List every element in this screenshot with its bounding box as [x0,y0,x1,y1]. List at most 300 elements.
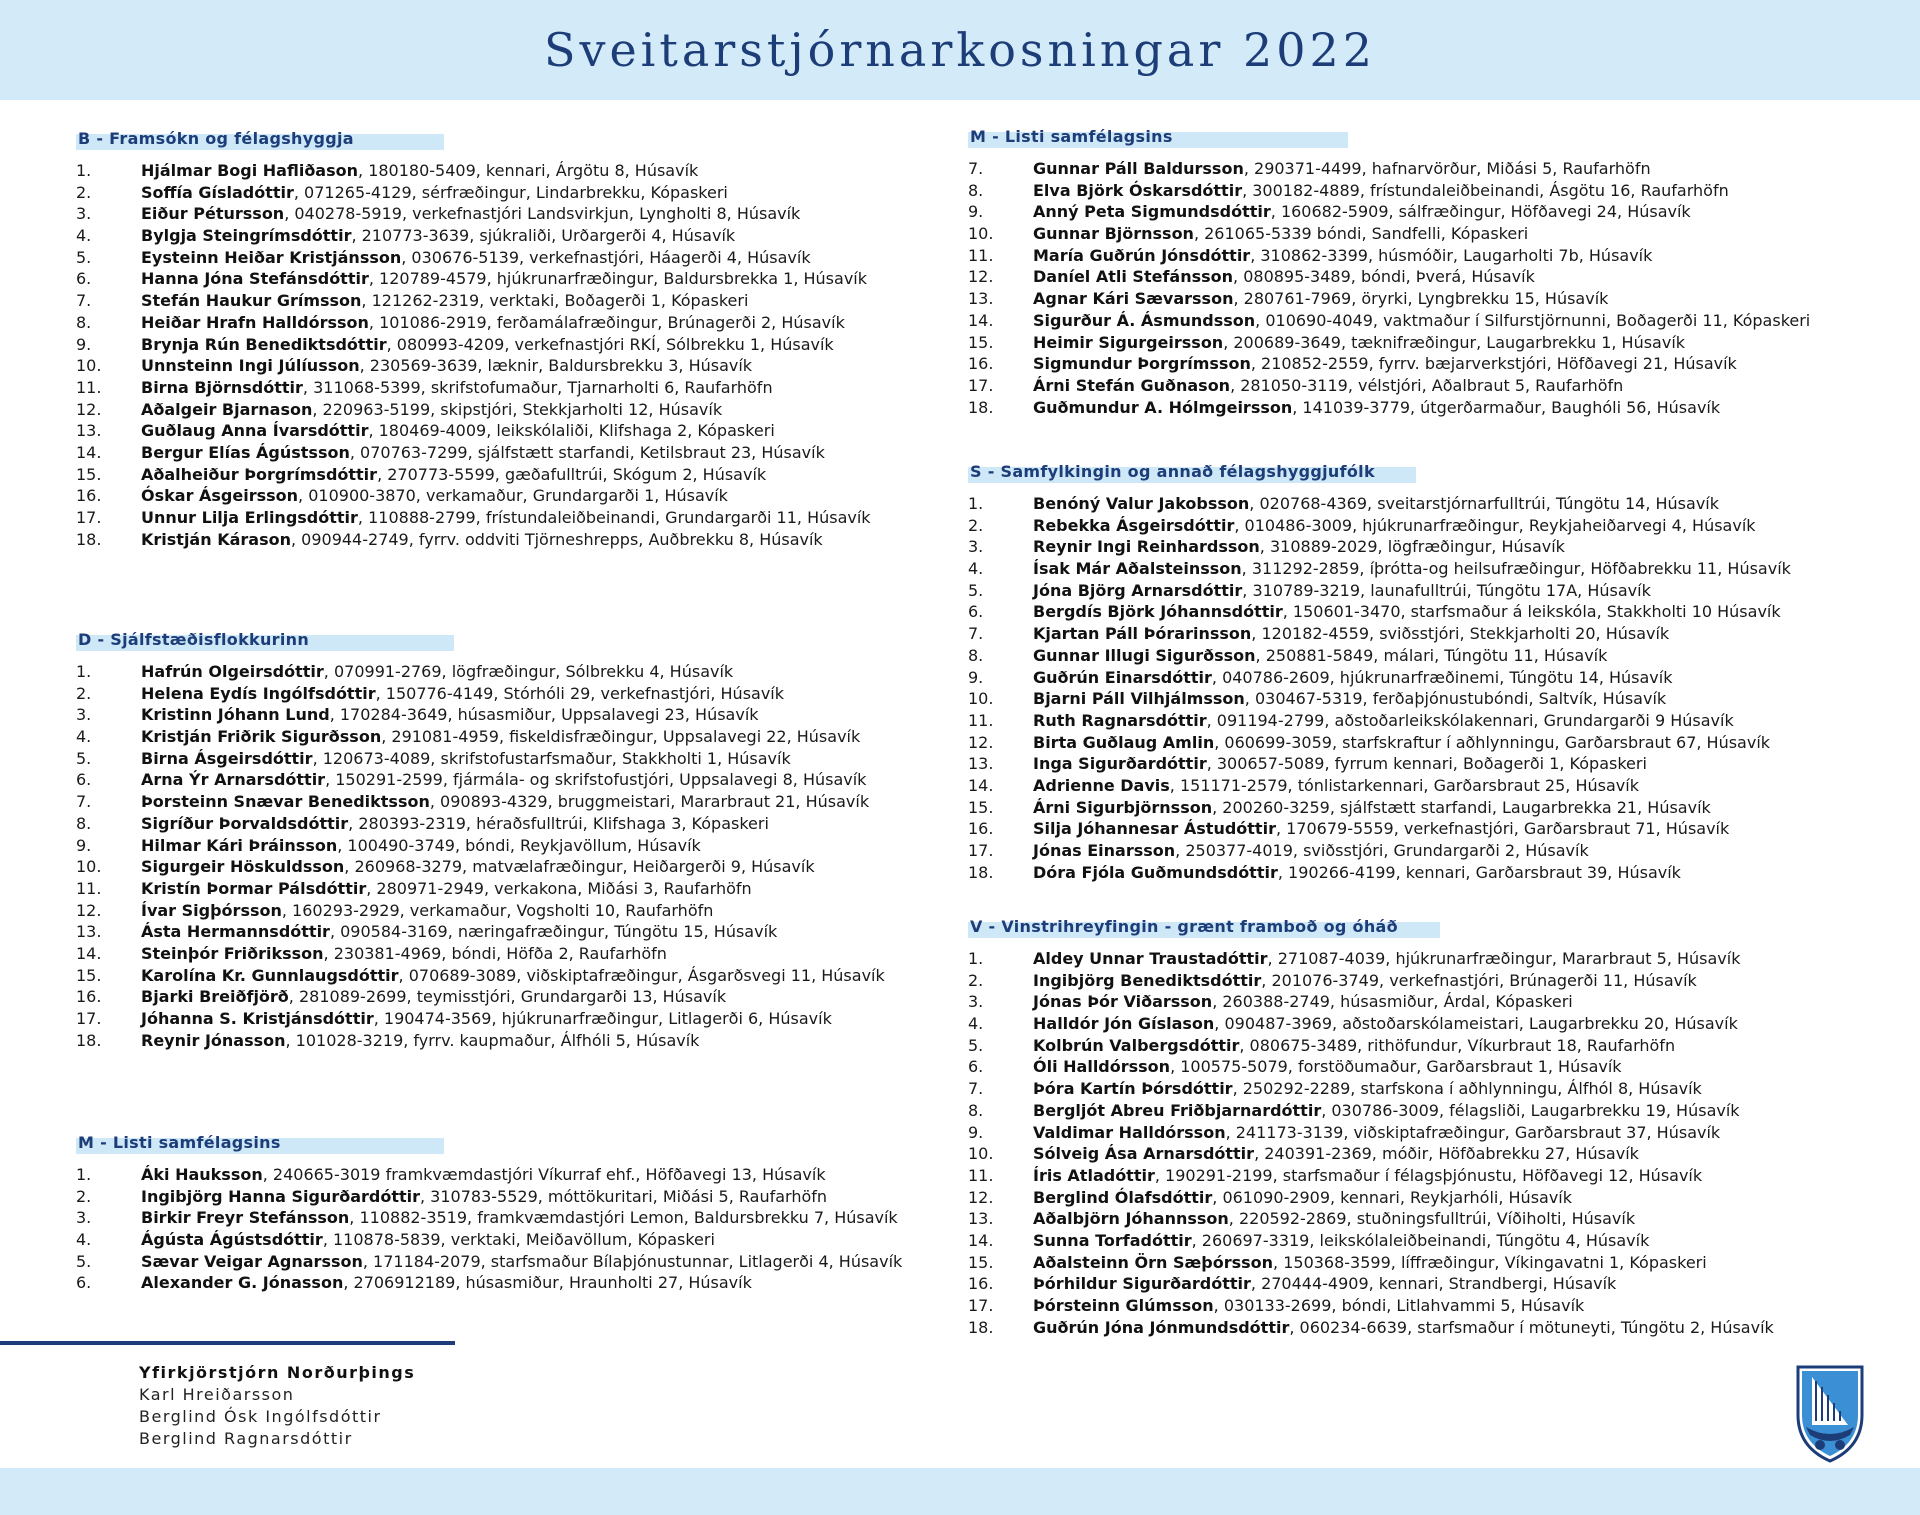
candidate-details: , 230569-3639, læknir, Baldursbrekku 3, Húsavík [359,356,753,376]
candidate-details: , 270444-4909, kennari, Strandbergi, Húsavík [1250,1274,1617,1294]
candidate-name: Heimir Sigurgeirsson [1033,332,1224,352]
candidate-row [968,775,1791,797]
candidate-row [968,1056,1774,1078]
candidate-row [968,288,1810,310]
candidate-details: , 281089-2699, teymisstjóri, Grundargarði 13, Húsavík [288,987,727,1007]
candidate-name: Jónas Þór Viðarsson [1033,992,1213,1012]
candidate-row [968,645,1791,667]
candidate-row [968,1013,1774,1035]
candidate-name: Birta Guðlaug Amlin [1033,732,1215,752]
candidate-details: , 240391-2369, móðir, Höfðabrekku 27, Húsavík [1254,1144,1639,1164]
list-header [968,126,1810,148]
candidate-row [76,464,871,486]
list-header-label: V - Vinstrihreyfingin - grænt framboð og óháð [970,917,1398,936]
candidate-name: Óskar Ásgeirsson [141,486,299,506]
candidate-name: Hafrún Olgeirsdóttir [141,662,324,681]
party-list [968,126,1810,418]
candidate-details: , 080675-3489, rithöfundur, Víkurbraut 18, Raufarhöfn [1239,1035,1676,1055]
candidate-details: , 150291-2599, fjármála- og skrifstofustjóri, Uppsalavegi 8, Húsavík [325,770,867,790]
candidate-details: , 060234-6639, starfsmaður í mötuneyti, Túngötu 2, Húsavík [1289,1317,1774,1337]
candidate-name: Hjálmar Bogi Hafliðason [141,161,359,180]
candidate-row [76,748,885,770]
candidate-details: , 241173-3139, viðskiptafræðingur, Garðarsbraut 37, Húsavík [1225,1122,1721,1142]
candidate-details: , 070991-2769, lögfræðingur, Sólbrekku 4, Húsavík [323,662,734,681]
candidate-row [76,1186,902,1208]
candidate-row [968,515,1791,537]
candidate-name: Bergdís Björk Jóhannsdóttir [1033,602,1283,622]
candidate-number: 4. [968,1014,984,1034]
candidate-details: , 060699-3059, starfskraftur í aðhlynningu, Garðarsbraut 67, Húsavík [1214,732,1771,752]
candidate-number: 2. [76,683,92,703]
party-list [968,916,1774,1338]
candidate-number: 1. [76,161,92,180]
candidate-name: Sigurður Á. Ásmundsson [1033,310,1256,330]
candidate-details: , 180180-5409, kennari, Árgötu 8, Húsavík [358,161,699,180]
list-header [76,128,871,150]
candidate-row [968,732,1791,754]
candidate-number: 16. [968,819,994,839]
candidate-details: , 010486-3009, hjúkrunarfræðingur, Reykjaheiðarvegi 4, Húsavík [1234,515,1756,535]
candidate-number: 15. [968,797,994,817]
candidate-number: 9. [76,835,92,855]
candidate-row [968,1187,1774,1209]
candidate-name: Guðlaug Anna Ívarsdóttir [141,421,369,441]
municipal-crest-icon [1790,1355,1870,1465]
candidate-name: Eysteinn Heiðar Kristjánsson [141,247,402,267]
candidate-details: , 091194-2799, aðstoðarleikskólakennari, Grundargarði 9 Húsavík [1206,710,1734,730]
candidate-name: Gunnar Björnsson [1033,224,1194,244]
candidate-number: 18. [968,397,994,417]
candidate-name: Unnsteinn Ingi Júlíusson [141,356,360,376]
candidate-row [968,1143,1774,1165]
candidate-details: , 160293-2929, verkamaður, Vogsholti 10, Raufarhöfn [281,900,714,920]
candidate-name: Dóra Fjóla Guðmundsdóttir [1033,862,1278,882]
candidate-number: 6. [76,770,92,790]
candidate-details: , 090944-2749, fyrrv. oddviti Tjörneshrepps, Auðbrekku 8, Húsavík [290,529,823,549]
candidate-name: Aðalheiður Þorgrímsdóttir [141,464,378,484]
candidate-row [76,399,871,421]
candidate-details: , 120182-4559, sviðsstjóri, Stekkjarholti 20, Húsavík [1251,624,1670,644]
candidate-name: Silja Jóhannesar Ástudóttir [1033,819,1276,839]
candidate-number: 17. [76,1009,102,1028]
candidate-number: 3. [76,204,92,224]
candidate-number: 12. [968,732,994,752]
candidate-row [968,1208,1774,1230]
candidate-name: Elva Björk Óskarsdóttir [1033,180,1243,200]
candidate-row [76,355,871,377]
candidate-row [76,704,885,726]
candidate-name: Birna Ásgeirsdóttir [141,748,313,768]
candidate-row [76,726,885,748]
candidate-row [76,661,885,683]
candidate-number: 14. [968,775,994,795]
candidate-number: 4. [968,559,984,579]
candidate-name: Sunna Torfadóttir [1033,1230,1192,1250]
candidate-name: Arna Ýr Arnarsdóttir [141,770,326,790]
candidate-row [968,397,1810,419]
candidate-number: 11. [76,377,102,397]
candidate-details: , 071265-4129, sérfræðingur, Lindarbrekku, Kópaskeri [293,182,728,202]
candidate-number: 7. [76,792,92,812]
candidate-details: , 270773-5599, gæðafulltrúi, Skógum 2, Húsavík [377,464,767,484]
candidate-row [76,1272,902,1294]
candidate-row [968,1165,1774,1187]
candidate-number: 13. [76,922,102,942]
candidate-details: , 100575-5079, forstöðumaður, Garðarsbraut 1, Húsavík [1170,1057,1622,1077]
candidate-name: Hilmar Kári Þráinsson [141,835,338,855]
candidate-name: Aðalbjörn Jóhannsson [1033,1209,1229,1229]
candidate-row [76,683,885,705]
candidate-row [968,353,1810,375]
candidate-row [76,835,885,857]
candidate-row [76,507,871,529]
candidate-details: , 170679-5559, verkefnastjóri, Garðarsbraut 71, Húsavík [1275,819,1730,839]
candidate-details: , 090487-3969, aðstoðarskólameistari, Laugarbrekku 20, Húsavík [1214,1014,1738,1034]
list-header-label: M - Listi samfélagsins [78,1133,281,1152]
candidate-row [968,310,1810,332]
candidate-name: Þóra Kartín Þórsdóttir [1033,1079,1233,1099]
candidate-name: Bergur Elías Ágústsson [141,442,350,462]
candidate-name: Kristján Kárason [141,529,291,549]
candidate-name: Kristinn Jóhann Lund [141,705,330,725]
candidate-details: , 090584-3169, næringafræðingur, Túngötu 15, Húsavík [329,922,778,942]
candidate-row [76,856,885,878]
candidate-name: Sigríður Þorvaldsdóttir [141,813,349,833]
candidate-details: , 061090-2909, kennari, Reykjarhóli, Húsavík [1212,1187,1573,1207]
candidate-number: 12. [968,1187,994,1207]
candidate-number: 7. [968,159,984,178]
candidate-number: 18. [76,529,102,549]
candidate-name: Ingibjörg Hanna Sigurðardóttir [141,1186,420,1206]
candidate-number: 12. [968,267,994,287]
candidate-name: Birkir Freyr Stefánsson [141,1208,350,1228]
candidate-number: 2. [968,515,984,535]
candidate-number: 5. [968,1035,984,1055]
candidate-row [76,1229,902,1251]
candidate-row [76,1251,902,1273]
candidate-number: 9. [76,334,92,354]
candidate-name: Guðmundur A. Hólmgeirsson [1033,397,1293,417]
candidate-row [968,1295,1774,1317]
candidate-number: 4. [76,727,92,747]
candidate-details: , 2706912189, húsasmiður, Hraunholti 27, Húsavík [343,1273,752,1293]
candidate-details: , 090893-4329, bruggmeistari, Mararbraut 21, Húsavík [429,792,870,812]
candidate-row [76,334,871,356]
candidate-number: 16. [76,987,102,1007]
candidate-name: Íris Atladóttir [1033,1165,1155,1185]
candidate-number: 6. [76,269,92,289]
candidate-details: , 110882-3519, framkvæmdastjóri Lemon, Baldursbrekku 7, Húsavík [349,1208,898,1228]
candidate-details: , 170284-3649, húsasmiður, Uppsalavegi 23, Húsavík [329,705,759,725]
candidate-row [968,1035,1774,1057]
candidate-name: Hanna Jóna Stefánsdóttir [141,269,369,289]
candidate-name: Jóhanna S. Kristjánsdóttir [141,1009,374,1028]
candidate-name: Aðalgeir Bjarnason [141,399,313,419]
candidate-row [968,970,1774,992]
candidate-details: , 120673-4089, skrifstofustarfsmaður, Stakkholti 1, Húsavík [312,748,791,768]
candidate-details: , 110878-5839, verktaki, Meiðavöllum, Kópaskeri [322,1230,715,1250]
candidate-number: 1. [76,1165,92,1184]
candidate-name: Unnur Lilja Erlingsdóttir [141,508,358,527]
candidate-number: 13. [968,754,994,774]
candidate-number: 18. [968,1317,994,1337]
list-header [76,1132,902,1154]
candidate-details: , 200260-3259, sjálfstætt starfandi, Laugarbrekka 21, Húsavík [1212,797,1711,817]
candidate-name: Bjarki Breiðfjörð [141,987,289,1007]
candidate-name: Þorsteinn Snævar Benediktsson [141,792,430,812]
candidate-details: , 280393-2319, héraðsfulltrúi, Klifshaga 3, Kópaskeri [348,813,769,833]
candidate-details: , 080895-3489, bóndi, Þverá, Húsavík [1233,267,1535,287]
candidate-number: 8. [968,1100,984,1120]
candidate-details: , 121262-2319, verktaki, Boðagerði 1, Kópaskeri [361,291,749,311]
candidate-name: Soffía Gísladóttir [141,182,294,202]
candidate-row [76,965,885,987]
candidate-details: , 240665-3019 framkvæmdastjóri Víkurraf ehf., Höfðavegi 13, Húsavík [262,1165,826,1184]
candidate-name: Halldór Jón Gíslason [1033,1014,1215,1034]
candidate-row [968,667,1791,689]
candidate-row [968,375,1810,397]
candidate-row [968,158,1810,180]
candidate-number: 3. [968,537,984,557]
candidate-name: Reynir Ingi Reinhardsson [1033,537,1260,557]
candidate-row [968,580,1791,602]
candidate-details: , 300657-5089, fyrrum kennari, Boðagerði 1, Kópaskeri [1206,754,1647,774]
party-list [76,1132,902,1294]
candidate-row [76,986,885,1008]
candidate-number: 16. [76,486,102,506]
candidate-name: Kristján Friðrik Sigurðsson [141,727,382,747]
candidate-details: , 250292-2289, starfskona í aðhlynningu, Álfhól 8, Húsavík [1232,1079,1702,1099]
candidate-row [76,921,885,943]
candidate-row [76,485,871,507]
candidate-row [968,862,1791,884]
candidate-row [76,420,871,442]
candidate-name: Áki Hauksson [141,1165,263,1184]
candidate-row [76,791,885,813]
candidate-row [76,1164,902,1186]
candidate-number: 14. [76,442,102,462]
candidate-name: Gunnar Páll Baldursson [1033,159,1244,178]
candidate-number: 9. [968,667,984,687]
candidate-row [76,943,885,965]
candidate-details: , 150601-3470, starfsmaður á leikskóla, Stakkholti 10 Húsavík [1282,602,1781,622]
candidate-row [968,536,1791,558]
candidate-number: 16. [968,354,994,374]
candidate-details: , 171184-2079, starfsmaður Bílaþjónustunnar, Litlagerði 4, Húsavík [362,1251,903,1271]
candidate-name: Ágústa Ágústsdóttir [141,1230,323,1250]
candidate-name: Kolbrún Valbergsdóttir [1033,1035,1240,1055]
candidate-name: Eiður Pétursson [141,204,285,224]
candidate-row [968,601,1791,623]
candidate-details: , 310862-3399, húsmóðir, Laugarholti 7b, Húsavík [1250,245,1653,265]
candidate-details: , 310783-5529, móttökuritari, Miðási 5, Raufarhöfn [420,1186,828,1206]
candidate-number: 1. [968,494,984,513]
list-header-label: M - Listi samfélagsins [970,127,1173,146]
candidate-name: Benóný Valur Jakobsson [1033,494,1250,513]
candidate-details: , 291081-4959, fiskeldisfræðingur, Uppsalavegi 22, Húsavík [381,727,861,747]
candidate-details: , 101086-2919, ferðamálafræðingur, Brúnagerði 2, Húsavík [368,312,845,332]
party-list [76,128,871,550]
party-list [968,461,1791,883]
candidate-row [968,1273,1774,1295]
candidate-name: Karolína Kr. Gunnlaugsdóttir [141,965,399,985]
candidate-details: , 030676-5139, verkefnastjóri, Háagerði 4, Húsavík [401,247,811,267]
candidate-name: Reynir Jónasson [141,1030,286,1050]
candidate-details: , 160682-5909, sálfræðingur, Höfðavegi 24, Húsavík [1270,202,1691,222]
list-header [76,629,885,651]
candidate-details: , 110888-2799, frístundaleiðbeinandi, Grundargarði 11, Húsavík [357,508,871,527]
candidate-row [968,623,1791,645]
candidate-details: , 311068-5399, skrifstofumaður, Tjarnarholti 6, Raufarhöfn [302,377,773,397]
candidate-row [968,1230,1774,1252]
candidate-details: , 210852-2559, fyrrv. bæjarverkstjóri, Höfðavegi 21, Húsavík [1250,354,1737,374]
candidate-name: Helena Eydís Ingólfsdóttir [141,683,376,703]
candidate-number: 9. [968,202,984,222]
candidate-name: Sævar Veigar Agnarsson [141,1251,363,1271]
candidate-row [968,948,1774,970]
candidate-number: 10. [968,1144,994,1164]
page-title: Sveitarstjórnarkosningar 2022 [543,23,1377,77]
candidate-row [76,160,871,182]
candidate-details: , 260697-3319, leikskólaleiðbeinandi, Túngötu 4, Húsavík [1191,1230,1650,1250]
commission-title: Yfirkjörstjórn Norðurþings [139,1363,416,1382]
candidate-row [76,769,885,791]
candidate-details: , 290371-4499, hafnarvörður, Miðási 5, Raufarhöfn [1243,159,1651,178]
candidate-number: 15. [76,464,102,484]
candidate-details: , 080993-4209, verkefnastjóri RKÍ, Sólbrekku 1, Húsavík [386,334,834,354]
candidate-number: 14. [968,310,994,330]
candidate-details: , 311292-2859, íþrótta-og heilsufræðingur, Höfðabrekku 11, Húsavík [1241,559,1791,579]
candidate-row [76,1030,885,1052]
candidate-number: 2. [76,1186,92,1206]
candidate-details: , 120789-4579, hjúkrunarfræðingur, Baldursbrekka 1, Húsavík [368,269,867,289]
candidate-number: 1. [968,949,984,968]
candidate-row [76,1207,902,1229]
candidate-number: 8. [968,180,984,200]
candidate-number: 11. [968,245,994,265]
candidate-name: Bergljót Abreu Friðbjarnardóttir [1033,1100,1322,1120]
candidate-name: Kjartan Páll Þórarinsson [1033,624,1252,644]
candidate-row [968,710,1791,732]
candidate-details: , 280971-2949, verkakona, Miðási 3, Raufarhöfn [366,878,752,898]
candidate-details: , 250377-4019, sviðsstjóri, Grundargarði 2, Húsavík [1175,841,1589,860]
candidate-name: Sigmundur Þorgrímsson [1033,354,1251,374]
candidate-number: 6. [968,602,984,622]
candidate-number: 6. [968,1057,984,1077]
candidate-number: 15. [968,1252,994,1272]
candidate-name: Agnar Kári Sævarsson [1033,289,1234,309]
candidate-number: 3. [76,705,92,725]
candidate-name: Brynja Rún Benediktsdóttir [141,334,387,354]
candidate-name: Guðrún Jóna Jónmundsdóttir [1033,1317,1290,1337]
candidate-number: 4. [76,226,92,246]
candidate-number: 12. [76,399,102,419]
candidate-details: , 271087-4039, hjúkrunarfræðingur, Mararbraut 5, Húsavík [1267,949,1741,968]
candidate-details: , 010690-4049, vaktmaður í Silfurstjörnunni, Boðagerði 11, Kópaskeri [1255,310,1811,330]
candidate-row [968,991,1774,1013]
candidate-details: , 070763-7299, sjálfstætt starfandi, Ketilsbraut 23, Húsavík [349,442,825,462]
list-header-label: S - Samfylkingin og annað félagshyggjufólk [970,462,1375,481]
candidate-row [76,900,885,922]
candidate-row [968,245,1810,267]
candidate-row [968,201,1810,223]
candidate-number: 11. [968,1165,994,1185]
divider-line [0,1341,455,1345]
candidate-details: , 100490-3749, bóndi, Reykjavöllum, Húsavík [337,835,701,855]
candidate-row [76,813,885,835]
candidate-row [968,840,1791,862]
candidate-name: Árni Sigurbjörnsson [1033,797,1213,817]
candidate-name: Sigurgeir Höskuldsson [141,857,345,877]
list-header-label: D - Sjálfstæðisflokkurinn [78,630,310,649]
candidate-details: , 070689-3089, viðskiptafræðingur, Ásgarðsvegi 11, Húsavík [398,965,885,985]
candidate-number: 15. [968,332,994,352]
candidate-name: Jóna Björg Arnarsdóttir [1033,580,1243,600]
candidate-number: 18. [76,1030,102,1050]
candidate-number: 2. [76,182,92,202]
candidate-details: , 030467-5319, ferðaþjónustubóndi, Saltvík, Húsavík [1244,689,1667,709]
candidate-number: 10. [968,689,994,709]
candidate-number: 16. [968,1274,994,1294]
candidate-number: 12. [76,900,102,920]
candidate-name: Guðrún Einarsdóttir [1033,667,1212,687]
candidate-number: 3. [76,1208,92,1228]
candidate-name: Birna Björnsdóttir [141,377,303,397]
candidate-name: Inga Sigurðardóttir [1033,754,1207,774]
candidate-row [76,442,871,464]
candidate-number: 3. [968,992,984,1012]
candidate-number: 6. [76,1273,92,1293]
candidate-details: , 190266-4199, kennari, Garðarsbraut 39, Húsavík [1277,862,1681,882]
candidate-number: 13. [968,289,994,309]
candidate-row [76,268,871,290]
candidate-number: 4. [76,1230,92,1250]
candidate-number: 17. [968,375,994,395]
candidate-number: 17. [968,841,994,860]
candidate-details: , 180469-4009, leikskólaliði, Klifshaga 2, Kópaskeri [368,421,775,441]
candidate-name: Anný Peta Sigmundsdóttir [1033,202,1271,222]
candidate-row [76,182,871,204]
candidate-row [968,688,1791,710]
candidate-name: Þórsteinn Glúmsson [1033,1296,1214,1315]
candidate-number: 14. [76,943,102,963]
candidate-name: Heiðar Hrafn Halldórsson [141,312,369,332]
candidate-row [968,180,1810,202]
candidate-details: , 030133-2699, bóndi, Litlahvammi 5, Húsavík [1213,1296,1585,1315]
candidate-name: María Guðrún Jónsdóttir [1033,245,1251,265]
candidate-number: 1. [76,662,92,681]
candidate-row [76,312,871,334]
candidate-name: Jónas Einarsson [1033,841,1176,860]
candidate-name: Ásta Hermannsdóttir [141,922,330,942]
candidate-details: , 210773-3639, sjúkraliði, Urðargerði 4, Húsavík [351,226,736,246]
candidate-details: , 040278-5919, verkefnastjóri Landsvirkjun, Lyngholti 8, Húsavík [284,204,801,224]
candidate-name: Daníel Atli Stefánsson [1033,267,1234,287]
party-list [76,629,885,1051]
candidate-number: 11. [76,878,102,898]
candidate-number: 11. [968,710,994,730]
candidate-name: Berglind Ólafsdóttir [1033,1187,1213,1207]
candidate-details: , 310889-2029, lögfræðingur, Húsavík [1259,537,1565,557]
candidate-number: 13. [76,421,102,441]
candidate-details: , 200689-3649, tæknifræðingur, Laugarbrekku 1, Húsavík [1223,332,1686,352]
commission-member: Berglind Ósk Ingólfsdóttir [139,1407,382,1426]
candidate-name: Bjarni Páll Vilhjálmsson [1033,689,1245,709]
candidate-number: 5. [968,580,984,600]
candidate-details: , 260388-2749, húsasmiður, Árdal, Kópaskeri [1212,992,1573,1012]
candidate-number: 8. [968,645,984,665]
candidate-number: 5. [76,247,92,267]
